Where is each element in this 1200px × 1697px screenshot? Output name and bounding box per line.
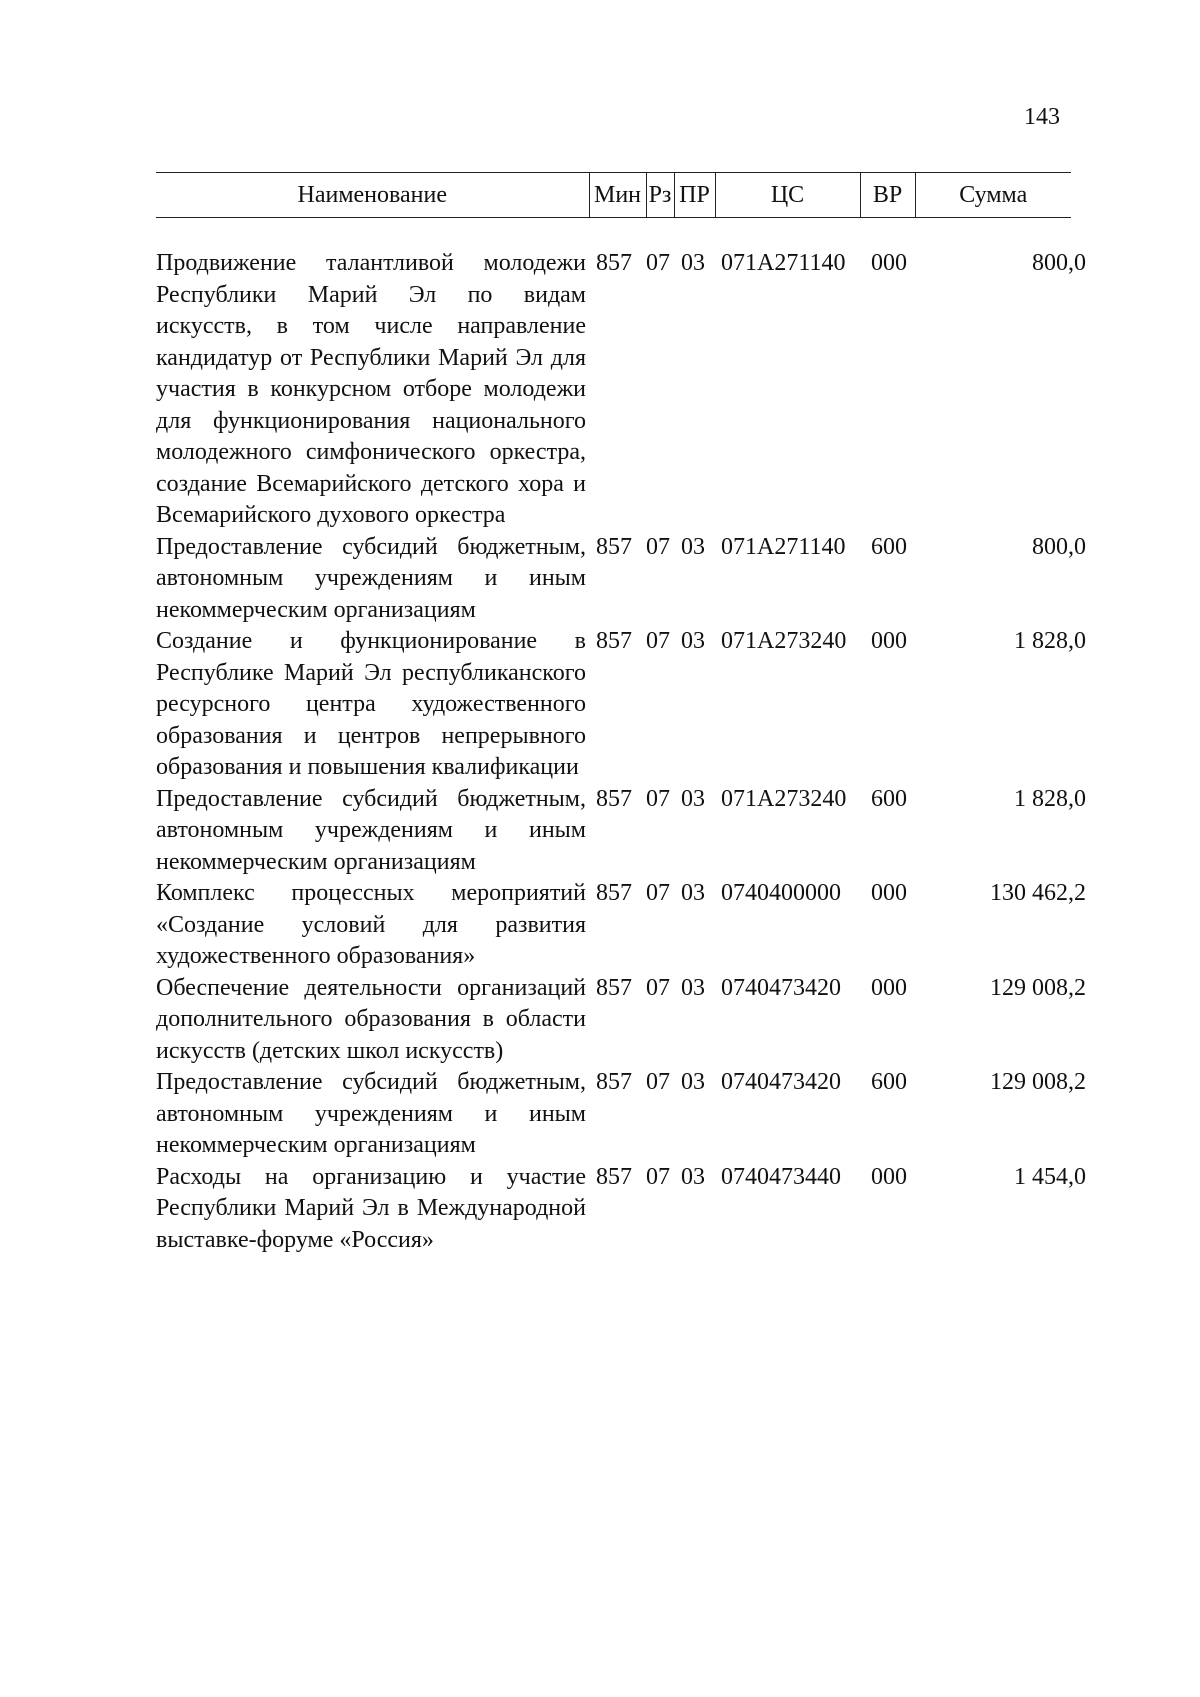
header-rz: Рз [646, 173, 674, 218]
row-vr: 000 [871, 1163, 907, 1190]
row-min: 857 [596, 785, 632, 812]
row-codes [586, 1162, 921, 1194]
table-row [156, 784, 1086, 879]
table-row [156, 626, 1086, 784]
row-sum: 1 828,0 [1014, 785, 1086, 812]
row-pr: 03 [681, 1069, 705, 1095]
row-codes [586, 784, 921, 816]
row-rz: 07 [646, 974, 670, 1001]
row-sum: 800,0 [1032, 533, 1086, 560]
row-cs: 0740473420 [721, 974, 841, 1001]
header-sum: Сумма [915, 173, 1071, 218]
row-cs: 071A271140 [721, 533, 846, 560]
row-sum: 130 462,2 [990, 880, 1086, 906]
row-pr: 03 [681, 785, 705, 812]
row-cs: 071A273240 [721, 785, 847, 812]
row-rz: 07 [646, 1163, 670, 1190]
row-pr: 03 [681, 533, 705, 560]
row-name: Комплекс процессных мероприятий «Создание условий для развития художественного образования» [156, 880, 586, 969]
row-sum: 800,0 [1032, 250, 1086, 276]
row-cs: 071A271140 [721, 250, 846, 276]
table-row [156, 1162, 1086, 1257]
row-cs: 071A273240 [721, 628, 847, 654]
row-pr: 03 [681, 974, 705, 1001]
row-rz: 07 [646, 250, 670, 276]
row-name: Предоставление субсидий бюджетным, автономным учреждениям и иным некоммерческим организациям [156, 1069, 586, 1158]
row-min: 857 [596, 250, 632, 276]
header-min: Мин [589, 173, 646, 218]
row-vr: 600 [871, 785, 907, 812]
row-vr: 000 [871, 250, 907, 276]
row-pr: 03 [681, 250, 705, 276]
row-vr: 000 [871, 880, 907, 906]
row-vr: 000 [871, 628, 907, 654]
table-row [156, 1067, 1086, 1162]
table-body [156, 248, 1086, 1256]
row-cs: 0740473420 [721, 1069, 841, 1095]
header-vr: ВР [860, 173, 915, 218]
row-min: 857 [596, 1069, 632, 1095]
row-min: 857 [596, 974, 632, 1001]
row-codes [586, 878, 921, 910]
row-vr: 600 [871, 533, 907, 560]
row-codes [586, 248, 921, 280]
row-codes [586, 973, 921, 1005]
row-rz: 07 [646, 785, 670, 812]
header-cs: ЦС [715, 173, 860, 218]
row-sum: 129 008,2 [990, 974, 1086, 1001]
row-name: Предоставление субсидий бюджетным, автономным учреждениям и иным некоммерческим организациям [156, 785, 586, 875]
row-pr: 03 [681, 1163, 705, 1190]
row-name: Расходы на организацию и участие Республики Марий Эл в Международной выставке-форуме «Россия» [156, 1163, 586, 1253]
row-codes [586, 1067, 921, 1099]
table-row [156, 878, 1086, 973]
row-pr: 03 [681, 880, 705, 906]
page-number: 143 [1024, 104, 1060, 130]
row-name: Обеспечение деятельности организаций дополнительного образования в области искусств (детских школ искусств) [156, 974, 586, 1064]
table-row [156, 973, 1086, 1068]
row-codes [586, 626, 921, 658]
row-pr: 03 [681, 628, 705, 654]
row-min: 857 [596, 533, 632, 560]
row-min: 857 [596, 1163, 632, 1190]
table-row [156, 532, 1086, 627]
row-rz: 07 [646, 533, 670, 560]
row-vr: 600 [871, 1069, 907, 1095]
row-rz: 07 [646, 628, 670, 654]
table-header [156, 172, 1071, 218]
row-vr: 000 [871, 974, 907, 1001]
header-name: Наименование [156, 173, 589, 218]
table-row [156, 248, 1086, 532]
row-name: Предоставление субсидий бюджетным, автономным учреждениям и иным некоммерческим организациям [156, 533, 586, 623]
row-name: Создание и функционирование в Республике Марий Эл республиканского ресурсного центра художественного образования и центров непрерывного образования и повышения квалификации [156, 628, 586, 780]
row-min: 857 [596, 880, 632, 906]
row-sum: 1 828,0 [1014, 628, 1086, 654]
header-pr: ПР [674, 173, 715, 218]
row-cs: 0740400000 [721, 880, 841, 906]
row-cs: 0740473440 [721, 1163, 841, 1190]
row-rz: 07 [646, 880, 670, 906]
row-rz: 07 [646, 1069, 670, 1095]
row-name: Продвижение талантливой молодежи Республики Марий Эл по видам искусств, в том числе направление кандидатур от Республики Марий Эл для участия в конкурсном отборе молодежи для функционирования национального молодежного симфонического оркестра, создание Всемарийского детского хора и Всемарийского духового оркестра [156, 250, 586, 528]
row-sum: 1 454,0 [1014, 1163, 1086, 1190]
row-min: 857 [596, 628, 632, 654]
row-codes [586, 532, 921, 564]
row-sum: 129 008,2 [990, 1069, 1086, 1095]
